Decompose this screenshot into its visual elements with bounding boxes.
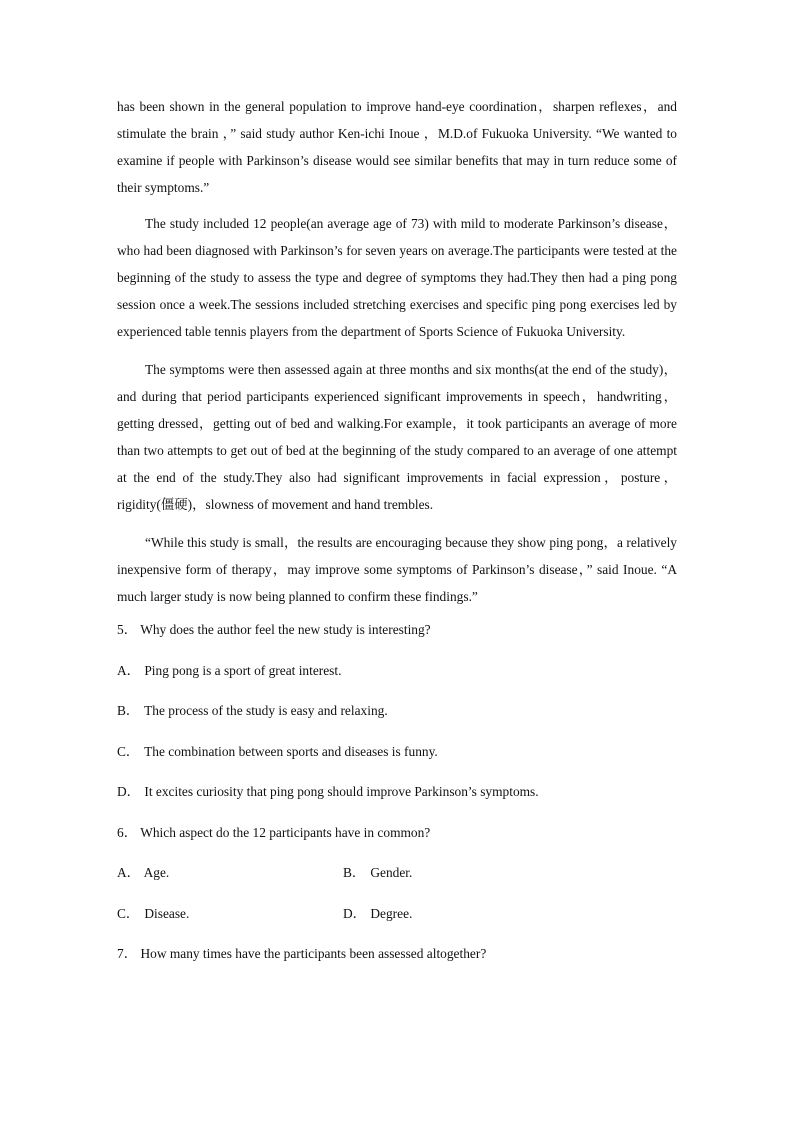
question-number: 7． [117,946,138,961]
passage-paragraph-4: “While this study is small，the results are encouraging because they show ping pong，a relatively inexpensive form of therapy，may improve some symptoms of Parkinson’s disease，” said Inoue. “A much larger study is now being planned to confirm these findings.” [117,535,677,604]
question-6-stem [117,823,677,843]
question-text: Why does the author feel the new study is interesting? [140,622,431,637]
option-label: B． [343,865,366,880]
options-row-ab [117,863,677,883]
question-text: Which aspect do the 12 participants have in common? [140,824,431,840]
option-c[interactable] [117,904,343,924]
question-5-stem [117,620,677,640]
option-a[interactable] [117,661,677,681]
passage-paragraph-2: The study included 12 people(an average age of 73) with mild to moderate Parkinson’s disease，who had been diagnosed with Parkinson’s for seven years on average.The participants were tested at the beginning of the study to assess the type and degree of symptoms they had.They then had a ping pong session once a week.The sessions included stretching exercises and specific ping pong exercises led by experienced table tennis players from the department of Sports Science of Fukuoka University. [117,216,677,339]
question-7-stem [117,944,677,964]
option-text: Age. [143,865,170,880]
option-c[interactable] [117,742,677,762]
option-label: A． [117,662,141,678]
passage-paragraph-3: The symptoms were then assessed again at three months and six months(at the end of the study)，and during that period participants experienced significant improvements in speech，handwriting，getting dressed，getting out of bed and walking.For example，it took participants an average of more than two attempts to get out of bed at the beginning of the study compared to an average of one attempt at the end of the study.They also had significant improvements in facial expression，posture，rigidity(僵硬)，slowness of movement and hand trembles. [117,362,677,512]
option-label: C． [117,905,140,921]
option-label: D． [117,784,141,799]
option-label: B． [117,703,140,718]
option-text: Disease. [144,905,190,921]
option-d[interactable] [343,904,569,924]
document-page [117,93,677,985]
option-b[interactable] [343,863,569,883]
option-label: C． [117,743,140,759]
option-text: Gender. [370,865,413,880]
option-d[interactable] [117,782,677,802]
option-b[interactable] [117,701,677,721]
options-row-cd [117,904,677,924]
option-text: It excites curiosity that ping pong should improve Parkinson’s symptoms. [144,784,539,799]
question-6 [117,823,677,924]
question-number: 5． [117,622,138,637]
option-text: The combination between sports and diseases is funny. [144,743,438,759]
option-label: D． [343,905,367,921]
question-7 [117,944,677,964]
option-label: A． [117,865,141,880]
option-text: Ping pong is a sport of great interest. [144,662,342,678]
question-5 [117,620,677,802]
question-text: How many times have the participants been assessed altogether? [140,946,487,961]
option-text: The process of the study is easy and relaxing. [144,703,388,718]
question-number: 6． [117,824,138,840]
passage-paragraph-1: has been shown in the general population to improve hand-eye coordination，sharpen reflexes，and stimulate the brain ，” said study author Ken-ichi Inoue ，M.D.of Fukuoka University. “We wanted to examine if people with Parkinson’s disease would see similar benefits that may in turn reduce some of their symptoms.” [117,99,677,195]
option-text: Degree. [370,905,413,921]
option-a[interactable] [117,863,343,883]
